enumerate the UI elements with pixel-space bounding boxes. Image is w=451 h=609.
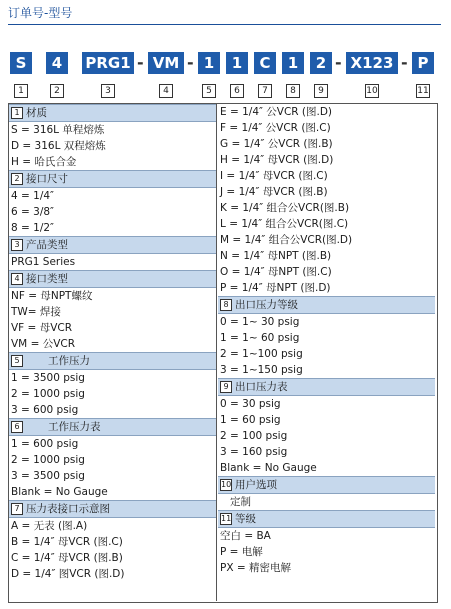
code-dash: - — [187, 53, 194, 72]
option-row: 3 = 3500 psig — [11, 470, 85, 482]
option-row: 4 = 1/4″ — [11, 190, 54, 202]
section-title: 压力表接口示意图 — [26, 503, 110, 515]
section-header-gauge-port-diagram — [9, 500, 216, 518]
page-title: 订单号-型号 — [8, 6, 73, 20]
code-seg-7: C — [254, 52, 276, 74]
option-row: 1 = 1~ 60 psig — [220, 332, 300, 344]
section-number: 6 — [11, 421, 23, 433]
option-row: F = 1/4″ 公VCR (图.C) — [220, 122, 331, 134]
section-number: 8 — [220, 299, 232, 311]
title-divider — [8, 24, 441, 25]
option-row: L = 1/4″ 组合公VCR(图.C) — [220, 218, 349, 230]
code-seg-8: 1 — [282, 52, 304, 74]
position-number: 6 — [230, 84, 244, 98]
option-row: 8 = 1/2″ — [11, 222, 54, 234]
option-row: O = 1/4″ 母NPT (图.C) — [220, 266, 332, 278]
option-row: C = 1/4″ 母VCR (图.B) — [11, 552, 123, 564]
section-header-working-gauge — [9, 418, 216, 436]
option-row: P = 电解 — [220, 546, 263, 558]
option-row: S = 316L 单程熔炼 — [11, 124, 105, 136]
option-row: 0 = 30 psig — [220, 398, 281, 410]
option-row: N = 1/4″ 母NPT (图.B) — [220, 250, 332, 262]
option-row: K = 1/4″ 组合公VCR(图.B) — [220, 202, 350, 214]
position-number: 11 — [417, 86, 429, 96]
position-number: 2 — [50, 84, 64, 98]
section-number: 9 — [220, 381, 232, 393]
option-row: A = 无表 (图.A) — [11, 520, 88, 532]
option-row: 3 = 160 psig — [220, 446, 288, 458]
section-header-port-size — [9, 170, 216, 188]
option-row: Blank = No Gauge — [11, 486, 108, 498]
option-row: 3 = 1~150 psig — [220, 364, 303, 376]
code-seg-11: P — [412, 52, 434, 74]
right-column — [218, 104, 435, 576]
position-number: 8 — [286, 84, 300, 98]
position-number: 10 — [366, 86, 378, 96]
code-dash: - — [335, 53, 342, 72]
option-row: 定制 — [230, 496, 251, 508]
code-seg-6: 1 — [226, 52, 248, 74]
section-header-material — [9, 104, 216, 122]
code-seg-1: S — [10, 52, 32, 74]
position-number: 7 — [258, 84, 272, 98]
section-number: 11 — [221, 514, 232, 523]
section-title: 材质 — [26, 107, 47, 119]
option-row: PX = 精密电解 — [220, 562, 291, 574]
section-number: 4 — [11, 273, 23, 285]
position-number: 1 — [14, 84, 28, 98]
option-row: D = 316L 双程熔炼 — [11, 140, 106, 152]
section-title: 接口尺寸 — [26, 173, 68, 185]
position-number: 9 — [314, 84, 328, 98]
section-title: 出口压力表 — [235, 381, 288, 393]
section-number: 2 — [11, 173, 23, 185]
position-number: 4 — [159, 84, 173, 98]
option-row: VF = 母VCR — [11, 322, 73, 334]
option-row: 1 = 600 psig — [11, 438, 79, 450]
option-row: M = 1/4″ 组合公VCR(图.D) — [220, 234, 353, 246]
option-row: 6 = 3/8″ — [11, 206, 54, 218]
option-row: 2 = 1~100 psig — [220, 348, 303, 360]
section-title: 工作压力 — [48, 355, 90, 367]
option-row: H = 1/4″ 母VCR (图.D) — [220, 154, 334, 166]
option-row: 0 = 1~ 30 psig — [220, 316, 300, 328]
section-title: 产品类型 — [26, 239, 68, 251]
section-title: 用户选项 — [235, 479, 277, 491]
left-column — [9, 104, 216, 582]
code-seg-10: X123 — [346, 52, 398, 74]
code-seg-2: 4 — [46, 52, 68, 74]
code-dash: - — [137, 53, 144, 72]
section-title: 接口类型 — [26, 273, 68, 285]
position-number: 3 — [101, 84, 115, 98]
section-number: 3 — [11, 239, 23, 251]
option-row: NF = 母NPT螺纹 — [11, 290, 93, 302]
section-header-user-options — [218, 476, 435, 494]
section-header-outlet-gauge — [218, 378, 435, 396]
section-number: 7 — [11, 503, 23, 515]
section-title: 工作压力表 — [48, 421, 101, 433]
section-title: 出口压力等级 — [235, 299, 298, 311]
option-row: Blank = No Gauge — [220, 462, 317, 474]
section-header-working-pressure — [9, 352, 216, 370]
option-row: TW= 焊接 — [11, 306, 61, 318]
column-divider — [216, 103, 217, 601]
section-number: 10 — [221, 480, 232, 489]
option-row: B = 1/4″ 母VCR (图.C) — [11, 536, 123, 548]
code-seg-5: 1 — [198, 52, 220, 74]
section-header-outlet-pressure-range — [218, 296, 435, 314]
option-row: 2 = 1000 psig — [11, 454, 85, 466]
section-number: 1 — [11, 107, 23, 119]
section-header-grade — [218, 510, 435, 528]
option-row: 1 = 60 psig — [220, 414, 281, 426]
section-header-connection-type — [9, 270, 216, 288]
position-number: 5 — [202, 84, 216, 98]
section-title: 等级 — [235, 513, 256, 525]
option-row: J = 1/4″ 母VCR (图.B) — [220, 186, 328, 198]
section-number: 5 — [11, 355, 23, 367]
code-seg-3: PRG1 — [82, 52, 134, 74]
option-row: H = 哈氏合金 — [11, 156, 77, 168]
option-row: 2 = 100 psig — [220, 430, 288, 442]
option-row: 3 = 600 psig — [11, 404, 79, 416]
code-seg-9: 2 — [310, 52, 332, 74]
option-row: 2 = 1000 psig — [11, 388, 85, 400]
option-row: E = 1/4″ 公VCR (图.D) — [220, 106, 333, 118]
option-row: PRG1 Series — [11, 256, 76, 268]
option-row: D = 1/4″ 图VCR (图.D) — [11, 568, 125, 580]
option-row: G = 1/4″ 公VCR (图.B) — [220, 138, 333, 150]
option-row: P = 1/4″ 母NPT (图.D) — [220, 282, 331, 294]
code-dash: - — [401, 53, 408, 72]
option-row: 1 = 3500 psig — [11, 372, 85, 384]
section-header-product-type — [9, 236, 216, 254]
option-row: VM = 公VCR — [11, 338, 76, 350]
code-seg-4: VM — [148, 52, 184, 74]
option-row: I = 1/4″ 母VCR (图.C) — [220, 170, 328, 182]
option-row: 空白 = BA — [220, 530, 271, 542]
